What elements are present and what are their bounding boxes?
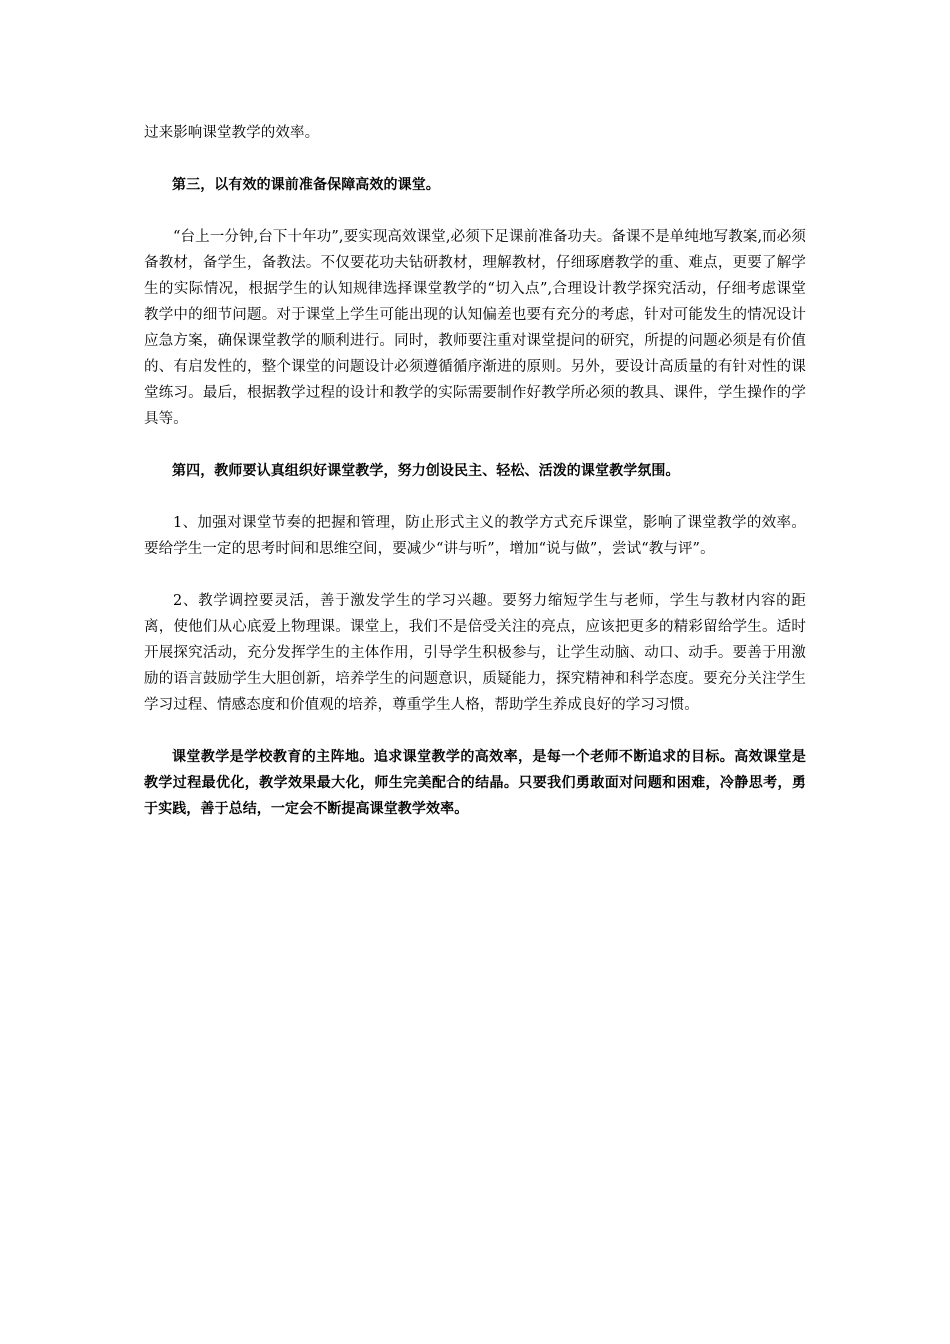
document-body: [144, 120, 806, 822]
section-heading-fourth: 第四，教师要认真组织好课堂教学，努力创设民主、轻松、活泼的课堂教学氛围。: [172, 463, 680, 479]
section-heading-third: 第三，以有效的课前准备保障高效的课堂。: [172, 177, 440, 193]
paragraph-continuation: 过来影响课堂教学的效率。: [144, 125, 320, 141]
paragraph-point-2: 2、教学调控要灵活，善于激发学生的学习兴趣。要努力缩短学生与老师，学生与教材内容的距离，使他们从心底爱上物理课。课堂上，我们不是倍受关注的亮点，应该把更多的精彩留给学生。适时开展探究活动，充分发挥学生的主体作用，引导学生积极参与，让学生动脑、动口、动手。要善于用激励的语言鼓励学生大胆创新，培养学生的问题意识，质疑能力，探究精神和科学态度。要充分关注学生学习过程、情感态度和价值观的培养，尊重学生人格，帮助学生养成良好的学习习惯。: [144, 593, 806, 713]
paragraph-conclusion: 课堂教学是学校教育的主阵地。追求课堂教学的高效率，是每一个老师不断追求的目标。高效课堂是教学过程最优化，教学效果最大化，师生完美配合的结晶。只要我们勇敢面对问题和困难，冷静思考，勇于实践，善于总结，一定会不断提高课堂教学效率。: [144, 749, 806, 817]
paragraph-lesson-preparation: “台上一分钟,台下十年功”,要实现高效课堂,必须下足课前准备功夫。备课不是单纯地写教案,而必须备教材，备学生，备教法。不仅要花功夫钻研教材，理解教材，仔细琢磨教学的重、难点，更要了解学生的实际情况，根据学生的认知规律选择课堂教学的“切入点”,合理设计教学探究活动，仔细考虑课堂教学中的细节问题。对于课堂上学生可能出现的认知偏差也要有充分的考虑，针对可能发生的情况设计应急方案，确保课堂教学的顺利进行。同时，教师要注重对课堂提问的研究，所提的问题必须是有价值的、有启发性的，整个课堂的问题设计必须遵循循序渐进的原则。另外，要设计高质量的有针对性的课堂练习。最后，根据教学过程的设计和教学的实际需要制作好教学所必须的教具、课件，学生操作的学具等。: [144, 229, 806, 427]
paragraph-point-1: 1、加强对课堂节奏的把握和管理，防止形式主义的教学方式充斥课堂，影响了课堂教学的效率。要给学生一定的思考时间和思维空间，要减少“讲与听”，增加“说与做”，尝试“教与评”。: [144, 515, 806, 557]
